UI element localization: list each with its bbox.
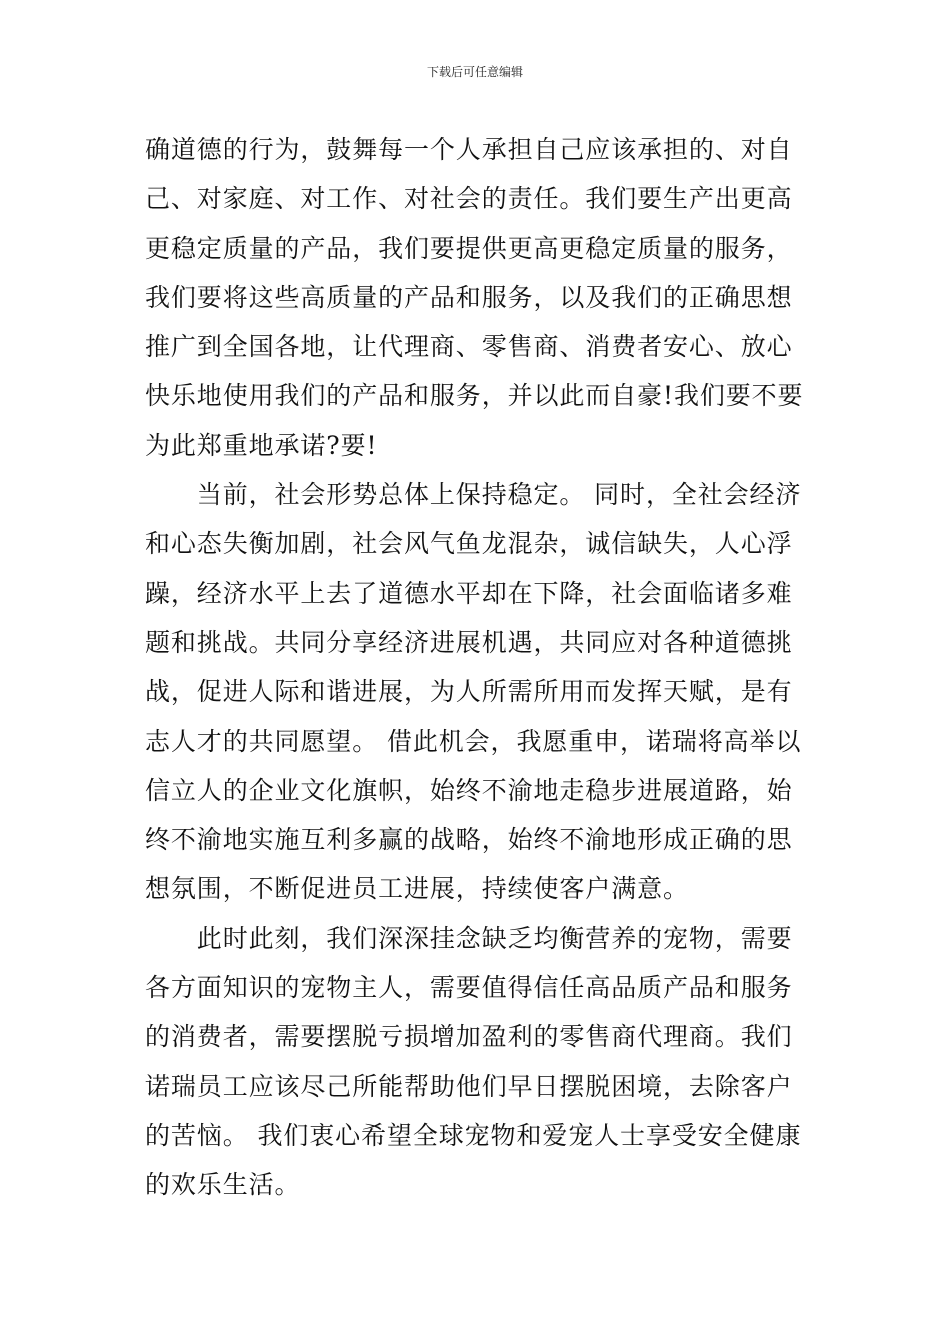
text-line: 诺瑞员工应该尽己所能帮助他们早日摆脱困境，去除客户 (145, 1071, 793, 1101)
text-line: 当前，社会形势总体上保持稳定。 同时，全社会经济 (145, 480, 802, 510)
text-line: 推广到全国各地，让代理商、零售商、消费者安心、放心 (145, 332, 793, 362)
text-line: 躁，经济水平上去了道德水平却在下降，社会面临诸多难 (145, 578, 793, 608)
text-line: 己、对家庭、对工作、对社会的责任。我们要生产出更高 (145, 184, 793, 214)
text-line: 更稳定质量的产品，我们要提供更高更稳定质量的服务， (145, 233, 793, 263)
paragraph-1 (145, 125, 810, 470)
text-line: 和心态失衡加剧，社会风气鱼龙混杂，诚信缺失，人心浮 (145, 529, 793, 559)
text-line: 想氛围，不断促进员工进展，持续使客户满意。 (145, 874, 689, 904)
text-line: 志人才的共同愿望。 借此机会，我愿重申，诺瑞将高举以 (145, 726, 802, 756)
text-line: 各方面知识的宠物主人，需要值得信任高品质产品和服务 (145, 973, 793, 1003)
document-body (145, 125, 810, 1210)
page-header: 下载后可任意编辑 (426, 65, 523, 79)
text-line: 为此郑重地承诺?要! (145, 430, 378, 460)
paragraph-3 (145, 914, 810, 1210)
text-line: 此时此刻，我们深深挂念缺乏均衡营养的宠物，需要 (145, 923, 793, 953)
text-line: 确道德的行为，鼓舞每一个人承担自己应该承担的、对自 (145, 135, 793, 164)
text-line: 的欢乐生活。 (145, 1170, 301, 1200)
paragraph-2 (145, 470, 810, 914)
text-line: 快乐地使用我们的产品和服务，并以此而自豪!我们要不要 (145, 381, 804, 411)
text-line: 我们要将这些高质量的产品和服务，以及我们的正确思想 (145, 282, 793, 312)
text-line: 终不渝地实施互利多赢的战略，始终不渝地形成正确的思 (145, 825, 793, 855)
text-line: 战，促进人际和谐进展，为人所需所用而发挥天赋，是有 (145, 677, 793, 707)
text-line: 的消费者，需要摆脱亏损增加盈利的零售商代理商。我们 (145, 1022, 793, 1052)
text-line: 题和挑战。共同分享经济进展机遇，共同应对各种道德挑 (145, 627, 793, 657)
text-line: 的苦恼。 我们衷心希望全球宠物和爱宠人士享受安全健康 (145, 1120, 802, 1150)
text-line: 信立人的企业文化旗帜，始终不渝地走稳步进展道路，始 (145, 775, 793, 805)
